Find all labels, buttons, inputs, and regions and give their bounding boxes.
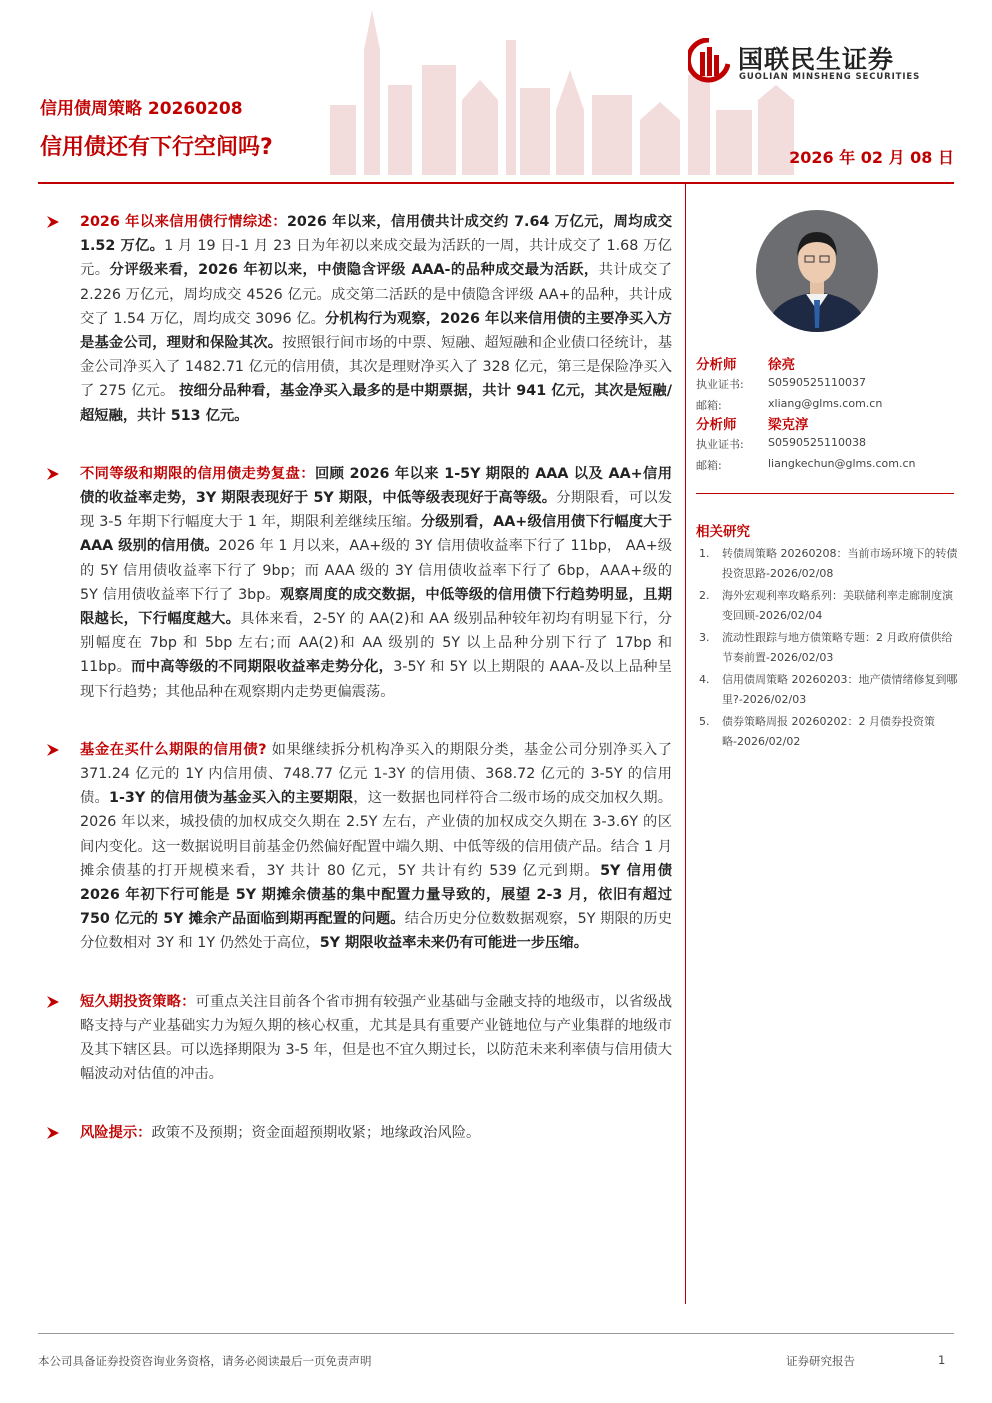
body-text: 2026 年 1 月以来，AA+级的 3Y 信用债收益率下行了 11bp， AA+级的 5Y 信用债收益率下行了 9bp；而 AAA 级的 3Y 信用债收益率下行了 6bp，AAA+级的 5Y 信用债收益率下行了 3bp。 bbox=[80, 538, 673, 603]
bold-text: 分评级来看，2026 年初以来，中债隐含评级 AAA-的品种成交最为活跃， bbox=[109, 262, 599, 279]
bold-text: 1-3Y 的信用债为基金买入的主要期限 bbox=[109, 790, 354, 807]
bold-text: 2026 年以来，信用债共计成交约 7.64 万亿元，周均成交 1.52 万亿。 bbox=[80, 214, 672, 255]
analyst-email[interactable]: xliang@glms.com.cn bbox=[768, 397, 883, 410]
body-text: 具体来看，2-5Y 的 AA(2)和 AA 级别品种较年初均有明显下行，分别幅度在 7bp 和 5bp 左右;而 AA(2)和 AA 级别的 5Y 以上品种分别下行了 17bp 和 11bp。 bbox=[80, 611, 672, 676]
cert-number: S0590525110037 bbox=[768, 376, 866, 389]
paragraph-heading: 不同等级和期限的信用债走势复盘： bbox=[80, 465, 315, 482]
arrow-bullet-icon bbox=[46, 1126, 60, 1140]
analyst-name: 徐亮 bbox=[768, 357, 795, 373]
body-text: 按照银行间市场的中票、短融、超短融和企业债口径统计，基金公司净买入了 1482.71 亿元的信用债，其次是理财净买入了 328 亿元，第三是保险净买入了 275 亿元。 bbox=[80, 335, 673, 400]
body-text: 分期限看，可以发现 3-5 年期下行幅度大于 1 年，期限利差继续压缩。 bbox=[80, 490, 672, 531]
related-research-title: 相关研究 bbox=[696, 524, 750, 540]
body-text: ，这一数据也同样符合二级市场的成交加权久期。2026 年以来，城投债的加权成交久期在 2.5Y 左右，产业债的加权成交久期在 3-3.6Y 的区间内变化。这一数据说明目前基金仍然偏好配置中端久期、中低等级的信用债产品。结合 1 月摊余债基的打开规模来看，3Y 共计 80 亿元，5Y 共计有约 539 亿元到期。 bbox=[80, 790, 672, 879]
body-text: 结合历史分位数数据观察，5Y 期限的历史分位数相对 3Y 和 1Y 仍然处于高位， bbox=[80, 911, 672, 952]
cert-number: S0590525110038 bbox=[768, 436, 866, 449]
report-series: 信用债周策略 20260208 bbox=[40, 99, 243, 119]
body-text: 如果继续拆分机构净买入的期限分类，基金公司分别净买入了 371.24 亿元的 1Y 内信用债、748.77 亿元 1-3Y 的信用债、368.72 亿元的 3-5Y 的信用债。 bbox=[80, 741, 672, 807]
related-research-item[interactable]: 2. 海外宏观利率攻略系列：美联储利率走廊制度演变回顾-2026/02/04 bbox=[699, 589, 953, 622]
footer-divider bbox=[38, 1333, 954, 1334]
body-text: 共计成交了 2.226 万亿元，周均成交 4526 亿元。成交第二活跃的是中债隐含评级 AA+的品种，共计成交了 1.54 万亿，周均成交 3096 亿。 bbox=[80, 262, 673, 327]
analyst-avatar bbox=[756, 210, 878, 332]
logo-english-name: GUOLIAN MINSHENG SECURITIES bbox=[739, 72, 921, 82]
summary-paragraph bbox=[40, 462, 672, 704]
arrow-bullet-icon bbox=[46, 215, 60, 229]
email-label: 邮箱: bbox=[696, 459, 722, 472]
paragraph-heading: 基金在买什么期限的信用债? bbox=[80, 741, 267, 758]
summary-body bbox=[40, 210, 672, 1179]
city-skyline-watermark bbox=[330, 10, 800, 175]
sidebar-divider bbox=[685, 184, 686, 1304]
sidebar-separator bbox=[696, 493, 954, 494]
body-text: 3-5Y 和 5Y 以上期限的 AAA-及以上品种呈现下行趋势；其他品种在观察期内走势更偏震荡。 bbox=[80, 659, 673, 700]
related-research-list bbox=[696, 544, 958, 754]
bold-text: 5Y 期限收益率未来仍有可能进一步压缩。 bbox=[319, 935, 589, 952]
summary-paragraph bbox=[40, 1121, 672, 1145]
company-logo bbox=[688, 38, 958, 88]
email-label: 邮箱: bbox=[696, 399, 722, 412]
logo-mark-icon bbox=[688, 38, 730, 84]
paragraph-heading: 2026 年以来信用债行情综述： bbox=[80, 214, 287, 230]
paragraph-heading: 风险提示： bbox=[80, 1124, 152, 1141]
analyst-name: 梁克淳 bbox=[768, 417, 809, 433]
summary-paragraph bbox=[40, 738, 672, 956]
cert-label: 执业证书: bbox=[696, 438, 744, 451]
summary-paragraph bbox=[40, 990, 672, 1087]
summary-paragraph bbox=[40, 210, 672, 428]
footer-report-type: 证券研究报告 bbox=[786, 1354, 855, 1368]
logo-chinese-name: 国联民生证券 bbox=[738, 45, 895, 74]
paragraph-heading: 短久期投资策略： bbox=[80, 993, 196, 1010]
arrow-bullet-icon bbox=[46, 743, 60, 757]
bold-text: 分级别看，AA+级信用债下行幅度大于 AAA 级别的信用债。 bbox=[80, 514, 673, 555]
arrow-bullet-icon bbox=[46, 995, 60, 1009]
related-research-item[interactable]: 3. 流动性跟踪与地方债策略专题：2 月政府债供给节奏前置-2026/02/03 bbox=[699, 631, 953, 664]
related-research-item[interactable]: 5. 债券策略周报 20260202：2 月债券投资策略-2026/02/02 bbox=[699, 715, 935, 748]
analyst-role: 分析师 bbox=[696, 417, 737, 433]
bold-text: 而中高等级的不同期限收益率走势分化， bbox=[131, 659, 394, 676]
footer-disclaimer: 本公司具备证券投资咨询业务资格，请务必阅读最后一页免责声明 bbox=[38, 1354, 372, 1368]
arrow-bullet-icon bbox=[46, 467, 60, 481]
report-date: 2026 年 02 月 08 日 bbox=[789, 148, 954, 167]
cert-label: 执业证书: bbox=[696, 378, 744, 391]
report-header bbox=[0, 0, 992, 185]
bold-text: 回顾 2026 年以来 1-5Y 期限的 AAA 以及 AA+信用债的收益率走势，3Y 期限表现好于 5Y 期限，中低等级表现好于高等级。 bbox=[80, 465, 672, 507]
body-text: 可重点关注目前各个省市拥有较强产业基础与金融支持的地级市，以省级战略支持与产业基础实力为短久期的核心权重，尤其是具有重要产业链地位与产业集群的地级市及其下辖区县。可以选择期限为 3-5 年，但是也不宜久期过长，以防范未来利率债与信用债大幅波动对估值的冲击。 bbox=[80, 993, 673, 1083]
analyst-email[interactable]: liangkechun@glms.com.cn bbox=[768, 457, 916, 470]
bold-text: 观察周度的成交数据，中低等级的信用债下行趋势明显，且期限越长，下行幅度越大。 bbox=[80, 586, 673, 628]
header-divider bbox=[38, 182, 954, 184]
bold-text: 分机构行为观察，2026 年以来信用债的主要净买入方是基金公司，理财和保险其次。 bbox=[80, 310, 672, 352]
report-title: 信用债还有下行空间吗? bbox=[40, 135, 273, 160]
body-text: 1 月 19 日-1 月 23 日为年初以来成交最为活跃的一周，共计成交了 1.68 万亿元。 bbox=[80, 238, 672, 279]
analyst-role: 分析师 bbox=[696, 357, 737, 373]
related-research-item[interactable]: 4. 信用债周策略 20260203：地产债情绪修复到哪里?-2026/02/03 bbox=[699, 673, 958, 706]
related-research-item[interactable]: 1. 转债周策略 20260208：当前市场环境下的转债投资思路-2026/02/08 bbox=[699, 547, 958, 580]
body-text: 政策不及预期；资金面超预期收紧；地缘政治风险。 bbox=[151, 1124, 481, 1141]
bold-text: 5Y 信用债 2026 年初下行可能是 5Y 期摊余债基的集中配置力量导致的，展望 2-3 月，依旧有超过 750 亿元的 5Y 摊余产品面临到期再配置的问题。 bbox=[80, 862, 673, 928]
bold-text: 按细分品种看，基金净买入最多的是中期票据，共计 941 亿元，其次是短融/超短融，共计 513 亿元。 bbox=[80, 383, 672, 424]
page-number: 1 bbox=[938, 1353, 946, 1367]
